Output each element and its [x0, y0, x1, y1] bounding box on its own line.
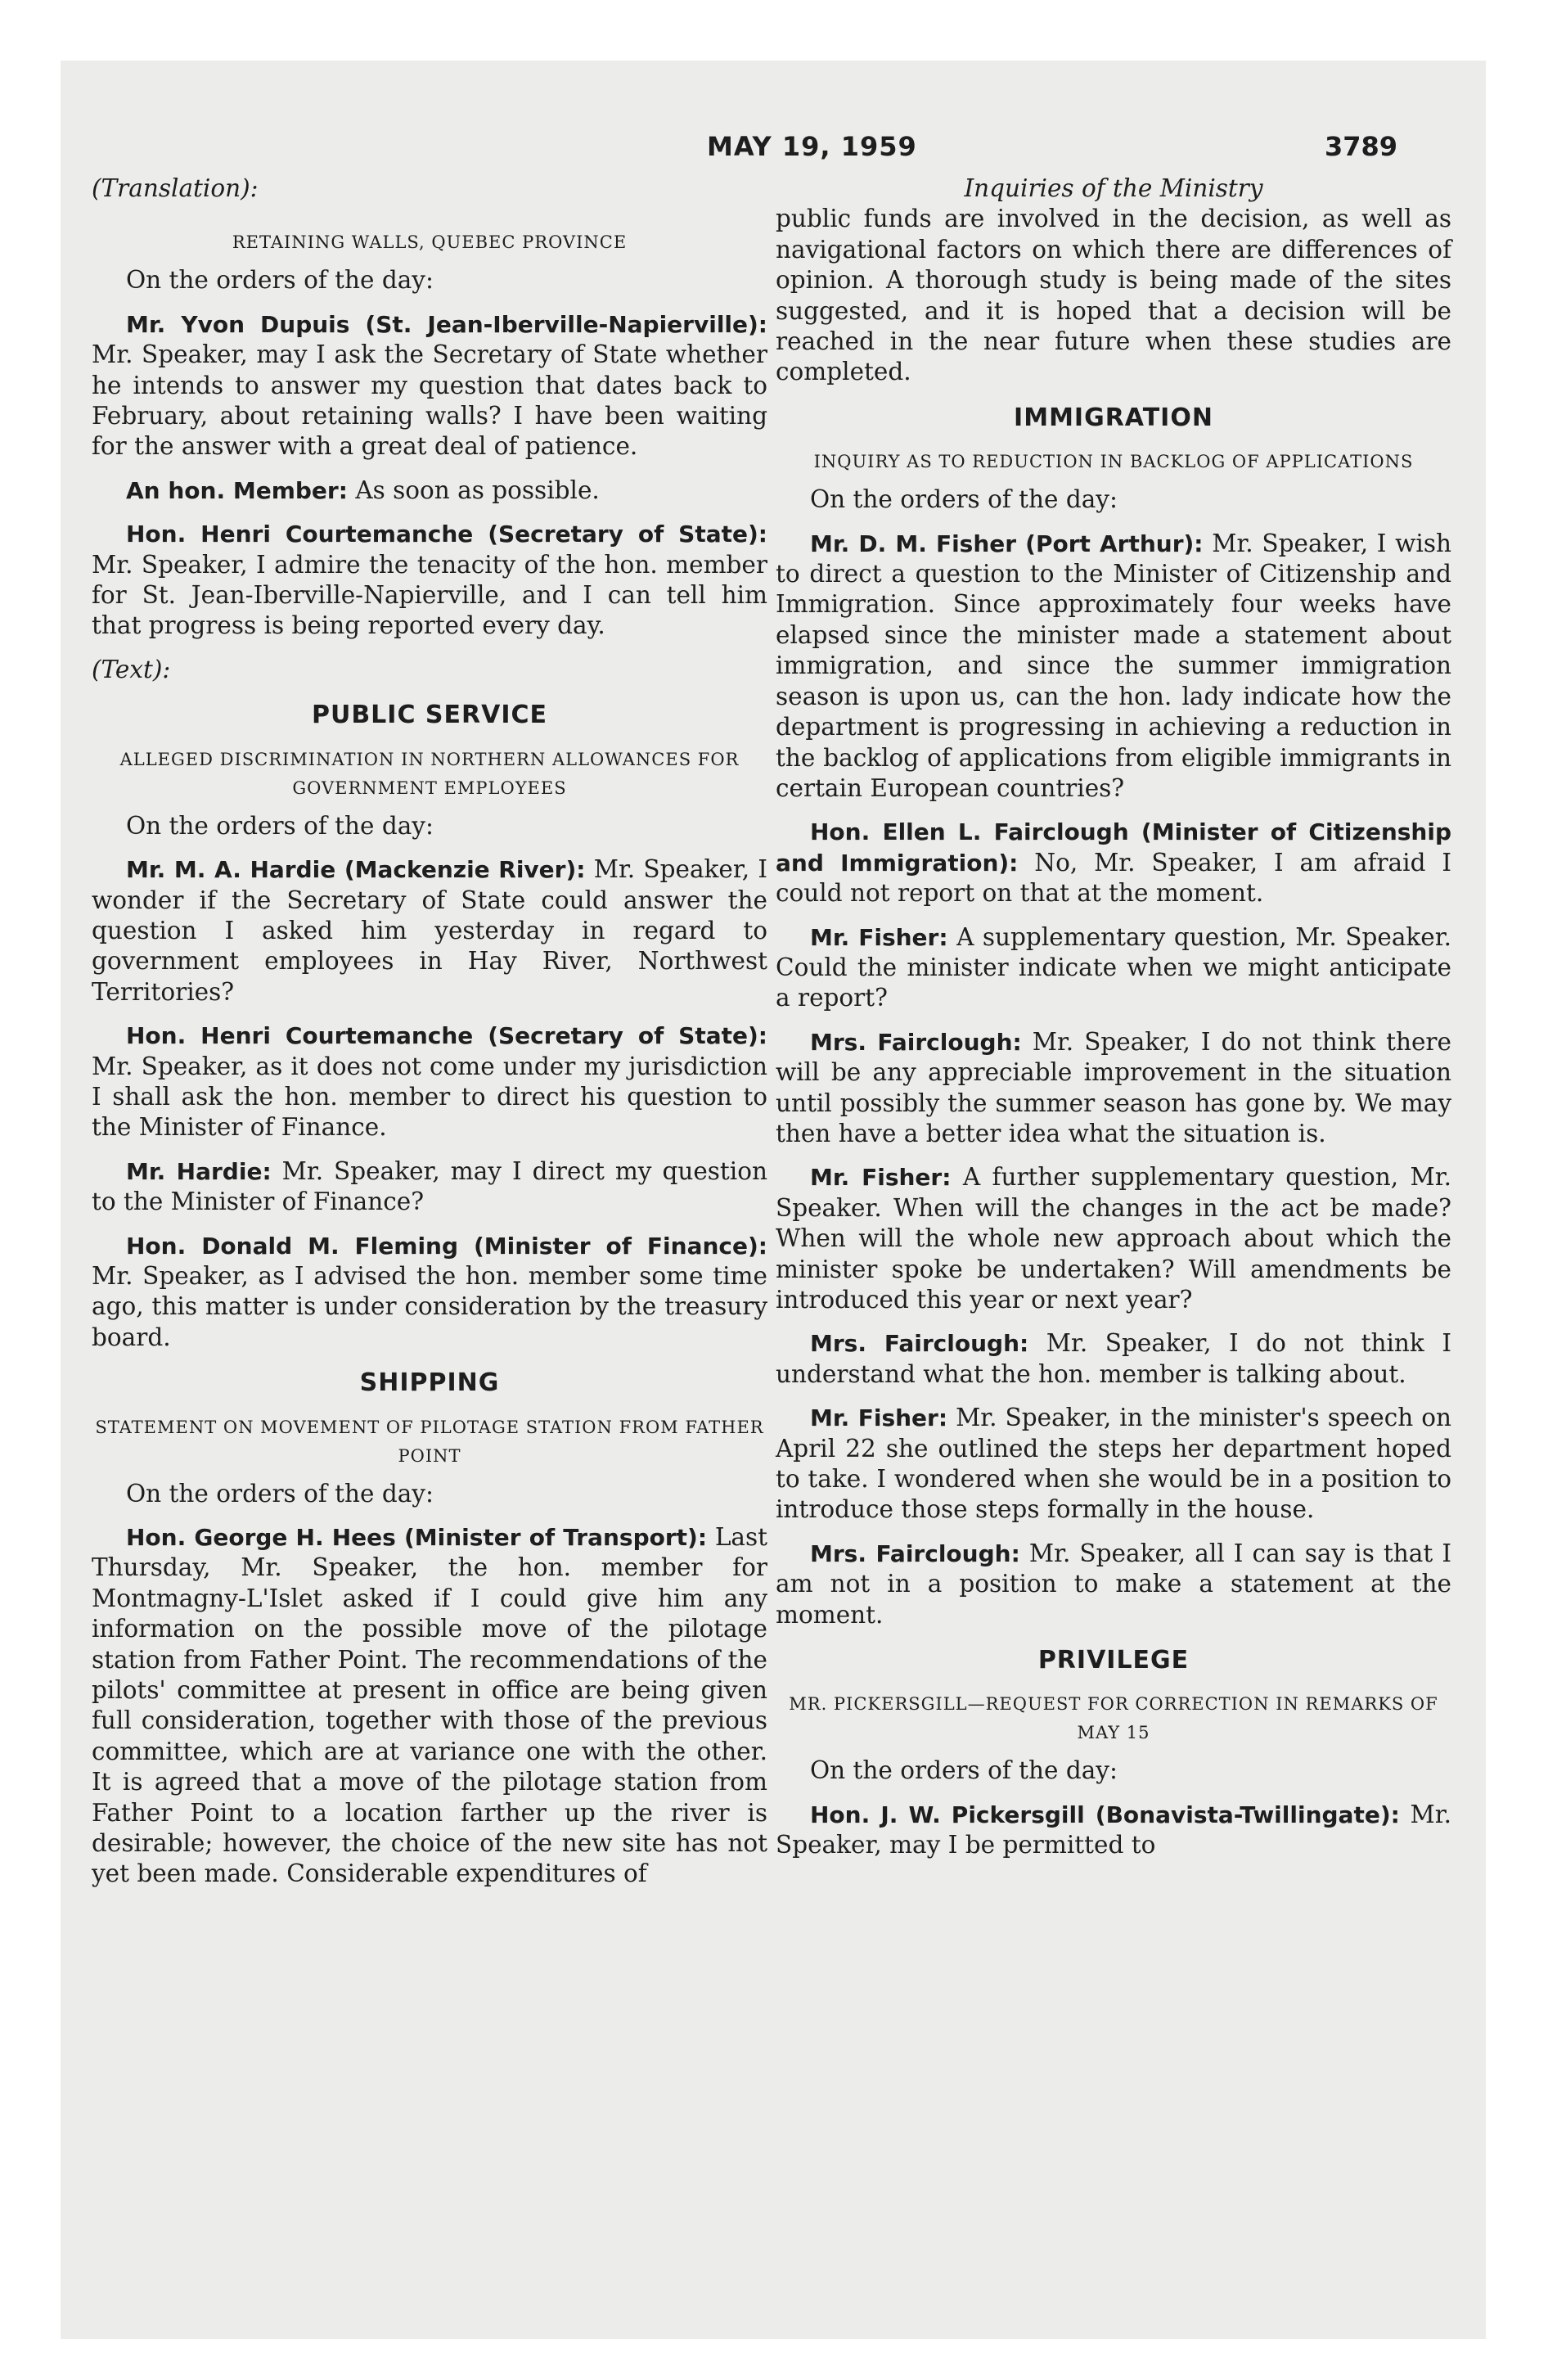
speech-text: Mr. Speaker, I do not think I understand what the hon. member is talking about. — [776, 1329, 1451, 1388]
speech-fisher — [776, 1403, 1451, 1526]
speech-text: Mr. Speaker, I do not think there will be any appreciable improvement in the situation until possibly the summer season has gone by. We may then have a better idea what the situation is. — [776, 1027, 1451, 1147]
speech-text: A supplementary question, Mr. Speaker. Could the minister indicate when we might anticipate a report? — [776, 922, 1451, 1012]
orders-of-day: On the orders of the day: — [126, 811, 434, 840]
speaker-name: Mr. M. A. Hardie (Mackenzie River): — [126, 856, 586, 884]
speaker-name: Hon. George H. Hees (Minister of Transport): — [126, 1524, 708, 1551]
speech-text: Mr. Speaker, may I direct my question to the Minister of Finance? — [92, 1156, 767, 1216]
speech-text: Mr. Speaker, I wish to direct a question to the Minister of Citizenship and Immigration. Since approximately four weeks have elapsed since the minister made a statement about immigration, and since the summer immigration season is upon us, can the hon. lady indicate how the department is progressing in achieving a reduction in the backlog of applications from eligible immigrants in certain European countries? — [776, 529, 1451, 802]
translation-tag: (Translation): — [92, 174, 259, 202]
speaker-name: Mr. Fisher: — [810, 923, 948, 951]
immigration-subheading: INQUIRY AS TO REDUCTION IN BACKLOG OF APPLICATIONS — [813, 452, 1414, 472]
shipping-subheading: STATEMENT ON MOVEMENT OF PILOTAGE STATION FROM FATHER POINT — [95, 1417, 764, 1466]
right-column — [776, 174, 1451, 1874]
speech-text: As soon as possible. — [355, 476, 600, 504]
section-heading-shipping: SHIPPING — [359, 1368, 500, 1398]
speech-fisher — [776, 529, 1451, 805]
speech-text: Mr. Speaker, may I ask the Secretary of State whether he intends to answer my question that dates back to February, about retaining walls? I have been waiting for the answer with a great deal of patience. — [92, 340, 767, 461]
section-heading-public-service: PUBLIC SERVICE — [311, 701, 548, 730]
speech-fisher — [776, 1162, 1451, 1315]
speech-text: No, Mr. Speaker, I am afraid I could not report on that at the moment. — [776, 848, 1451, 908]
speaker-name: Mr. Fisher: — [810, 1164, 952, 1192]
speaker-name: Hon. Henri Courtemanche (Secretary of State): — [126, 521, 767, 548]
privilege-subheading: MR. PICKERSGILL—REQUEST FOR CORRECTION IN REMARKS OF MAY 15 — [789, 1694, 1438, 1743]
speech-text: Last Thursday, Mr. Speaker, the hon. member for Montmagny-L'Islet asked if I could give him any information on the possible move of the pilotage station from Father Point. The recommendations of the pilots' committee at present in office are being given full consideration, together with those of the previous committee, which are at variance one with the other. It is agreed that a move of the pilotage station from Father Point to a location farther up the river is desirable; however, the choice of the new site has not yet been made. Considerable expenditures of — [92, 1523, 767, 1888]
retaining-walls-subheading: RETAINING WALLS, QUEBEC PROVINCE — [232, 232, 628, 253]
speech-fairclough — [776, 1027, 1451, 1150]
speech-courtemanche — [92, 519, 767, 642]
speech-fisher — [776, 922, 1451, 1014]
speaker-name: Mr. Fisher: — [810, 1404, 948, 1432]
speaker-name: Mr. D. M. Fisher (Port Arthur): — [810, 530, 1204, 557]
speaker-name: Mrs. Fairclough: — [810, 1330, 1029, 1358]
continued-text: public funds are involved in the decision, as well as navigational factors on which there are differences of opinion. A thorough study is being made of the sites suggested, and it is hoped that a decision will be reached in the near future when these studies are completed. — [776, 205, 1451, 386]
speech-hardie — [92, 854, 767, 1007]
speech-text: A further supplementary question, Mr. Speaker. When will the changes in the act be made? When will the whole new approach about which the minister spoke be undertaken? Will amendments be introduced this year or next year? — [776, 1163, 1451, 1314]
page-number: 3789 — [1324, 131, 1397, 162]
orders-of-day: On the orders of the day: — [126, 266, 434, 295]
speech-fleming — [92, 1231, 767, 1354]
speaker-name: Hon. Donald M. Fleming (Minister of Finance): — [126, 1232, 767, 1260]
speech-text: Mr. Speaker, all I can say is that I am not in a position to make a statement at the moment. — [776, 1539, 1451, 1629]
running-title: Inquiries of the Ministry — [964, 174, 1263, 202]
speaker-name: An hon. Member: — [126, 476, 348, 504]
speaker-name: Mr. Yvon Dupuis (St. Jean-Iberville-Napierville): — [126, 310, 767, 338]
speech-hees — [92, 1522, 767, 1890]
section-heading-immigration: IMMIGRATION — [1014, 403, 1213, 432]
speech-text: Mr. Speaker, as I advised the hon. member some time ago, this matter is under consideration by the treasury board. — [92, 1261, 767, 1351]
speaker-name: Mr. Hardie: — [126, 1157, 272, 1185]
speech-pickersgill — [776, 1800, 1451, 1861]
section-heading-privilege: PRIVILEGE — [1037, 1646, 1190, 1675]
speaker-name: Hon. Henri Courtemanche (Secretary of State): — [126, 1022, 767, 1050]
speech-text: Mr. Speaker, I admire the tenacity of the hon. member for St. Jean-Iberville-Napierville, and I can tell him that progress is being reported every day. — [92, 550, 767, 640]
speech-text: Mr. Speaker, I wonder if the Secretary of State could answer the question I asked him yesterday in regard to government employees in Hay River, Northwest Territories? — [92, 855, 768, 1006]
speech-text: Mr. Speaker, in the minister's speech on April 22 she outlined the steps her department hoped to take. I wondered when she would be in a position to introduce those steps formally in the house. — [776, 1404, 1451, 1524]
public-service-subheading: ALLEGED DISCRIMINATION IN NORTHERN ALLOWANCES FOR GOVERNMENT EMPLOYEES — [119, 749, 740, 798]
speaker-name: Hon. J. W. Pickersgill (Bonavista-Twillingate): — [810, 1801, 1400, 1828]
speech-text: Mr. Speaker, may I be permitted to — [776, 1800, 1451, 1859]
orders-of-day: On the orders of the day: — [126, 1479, 434, 1508]
speech-fairclough — [776, 1328, 1451, 1390]
speech-fairclough — [776, 1539, 1451, 1630]
speaker-name: Mrs. Fairclough: — [810, 1539, 1020, 1567]
speech-text: Mr. Speaker, as it does not come under my jurisdiction I shall ask the hon. member to direct his question to the Minister of Finance. — [92, 1052, 767, 1142]
text-tag: (Text): — [92, 655, 171, 683]
speech-dupuis — [92, 309, 767, 462]
speech-hardie — [92, 1156, 767, 1218]
speech-courtemanche — [92, 1021, 767, 1143]
orders-of-day: On the orders of the day: — [810, 1756, 1118, 1785]
left-column — [92, 174, 767, 1903]
header-date: MAY 19, 1959 — [707, 131, 917, 162]
orders-of-day: On the orders of the day: — [810, 485, 1118, 514]
page-header — [61, 131, 1487, 172]
speech-member — [92, 476, 767, 506]
speaker-name: Hon. Ellen L. Fairclough (Minister of Citizenship and Immigration): — [776, 818, 1451, 877]
speech-fairclough — [776, 817, 1451, 908]
speaker-name: Mrs. Fairclough: — [810, 1028, 1022, 1056]
